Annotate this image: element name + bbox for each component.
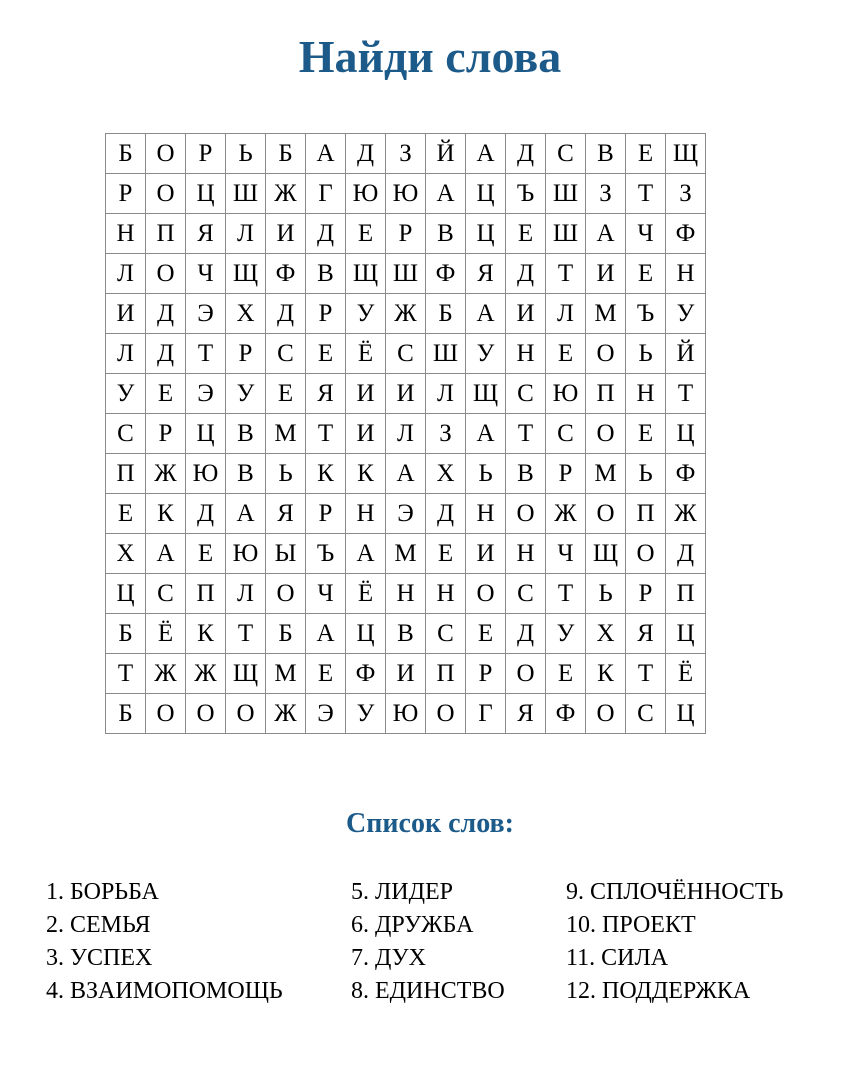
grid-cell[interactable]: О — [226, 694, 266, 734]
grid-cell[interactable]: Ю — [546, 374, 586, 414]
grid-cell[interactable]: И — [466, 534, 506, 574]
grid-cell[interactable]: Л — [546, 294, 586, 334]
grid-cell[interactable]: К — [186, 614, 226, 654]
grid-cell[interactable]: Ъ — [306, 534, 346, 574]
grid-cell[interactable]: Ш — [546, 214, 586, 254]
word-item: 11. СИЛА — [566, 945, 669, 971]
grid-cell[interactable]: Л — [386, 414, 426, 454]
grid-cell[interactable]: П — [426, 654, 466, 694]
grid-cell[interactable]: Ъ — [626, 294, 666, 334]
word-item: 9. СПЛОЧЁННОСТЬ — [566, 879, 784, 905]
grid-cell[interactable]: О — [506, 494, 546, 534]
grid-cell[interactable]: В — [426, 214, 466, 254]
grid-cell[interactable]: Е — [546, 334, 586, 374]
grid-cell[interactable]: Т — [506, 414, 546, 454]
grid-cell[interactable]: Д — [186, 494, 226, 534]
grid-cell[interactable]: Б — [106, 694, 146, 734]
grid-cell[interactable]: И — [266, 214, 306, 254]
grid-cell[interactable]: О — [426, 694, 466, 734]
grid-cell[interactable]: Ю — [386, 174, 426, 214]
grid-cell[interactable]: Е — [626, 134, 666, 174]
grid-cell[interactable]: Л — [106, 334, 146, 374]
word-item: 8. ЕДИНСТВО — [351, 978, 505, 1004]
grid-cell[interactable]: Ё — [346, 334, 386, 374]
grid-cell[interactable]: Т — [226, 614, 266, 654]
grid-cell[interactable]: Я — [466, 254, 506, 294]
word-list-column-1 — [46, 876, 283, 1008]
grid-cell[interactable]: Щ — [666, 134, 706, 174]
grid-cell[interactable]: Е — [186, 534, 226, 574]
grid-cell[interactable]: Д — [666, 534, 706, 574]
grid-cell[interactable]: О — [586, 334, 626, 374]
grid-cell[interactable]: Ё — [666, 654, 706, 694]
grid-cell[interactable]: Ы — [266, 534, 306, 574]
word-item: 3. УСПЕХ — [46, 945, 153, 971]
grid-cell[interactable]: Р — [546, 454, 586, 494]
grid-cell[interactable]: Щ — [466, 374, 506, 414]
grid-cell[interactable]: Д — [506, 254, 546, 294]
grid-cell[interactable]: У — [466, 334, 506, 374]
grid-cell[interactable]: Ю — [346, 174, 386, 214]
grid-cell[interactable]: Н — [466, 494, 506, 534]
grid-cell[interactable]: Ж — [386, 294, 426, 334]
grid-cell[interactable]: Т — [546, 254, 586, 294]
grid-cell[interactable]: А — [426, 174, 466, 214]
grid-cell[interactable]: М — [266, 654, 306, 694]
word-item: 4. ВЗАИМОПОМОЩЬ — [46, 978, 283, 1004]
grid-cell[interactable]: Д — [426, 494, 466, 534]
grid-cell[interactable]: У — [226, 374, 266, 414]
grid-cell[interactable]: А — [226, 494, 266, 534]
grid-cell[interactable]: Ш — [386, 254, 426, 294]
grid-cell[interactable]: Т — [546, 574, 586, 614]
grid-cell[interactable]: З — [666, 174, 706, 214]
grid-cell[interactable]: В — [586, 134, 626, 174]
grid-cell[interactable]: Д — [506, 614, 546, 654]
grid-cell[interactable]: Ж — [546, 494, 586, 534]
grid-cell[interactable]: С — [426, 614, 466, 654]
word-list-column-3 — [566, 876, 783, 1008]
word-search-grid — [105, 133, 706, 734]
grid-cell[interactable]: Н — [386, 574, 426, 614]
grid-cell[interactable]: И — [586, 254, 626, 294]
grid-cell[interactable]: П — [666, 574, 706, 614]
grid-cell[interactable]: П — [186, 574, 226, 614]
grid-cell[interactable]: Ч — [546, 534, 586, 574]
grid-cell[interactable]: Д — [266, 294, 306, 334]
grid-cell[interactable]: Л — [106, 254, 146, 294]
grid-cell[interactable]: Е — [266, 374, 306, 414]
grid-cell[interactable]: Ц — [186, 414, 226, 454]
grid-cell[interactable]: Ш — [226, 174, 266, 214]
word-list-column-2 — [351, 876, 505, 1008]
grid-cell[interactable]: Ь — [626, 454, 666, 494]
grid-cell[interactable]: Щ — [586, 534, 626, 574]
grid-cell[interactable]: Я — [186, 214, 226, 254]
grid-cell[interactable]: Е — [106, 494, 146, 534]
grid-cell[interactable]: Э — [306, 694, 346, 734]
grid-cell[interactable]: Л — [226, 214, 266, 254]
grid-cell[interactable]: С — [626, 694, 666, 734]
word-item: 2. СЕМЬЯ — [46, 912, 151, 938]
grid-cell[interactable]: Х — [586, 614, 626, 654]
grid-cell[interactable]: У — [546, 614, 586, 654]
grid-cell[interactable]: К — [306, 454, 346, 494]
grid-cell[interactable]: П — [586, 374, 626, 414]
grid-cell[interactable]: И — [346, 414, 386, 454]
word-item: 1. БОРЬБА — [46, 879, 159, 905]
grid-cell[interactable]: Я — [266, 494, 306, 534]
grid-cell[interactable]: Т — [106, 654, 146, 694]
grid-cell[interactable]: Р — [626, 574, 666, 614]
grid-cell[interactable]: Н — [346, 494, 386, 534]
grid-cell[interactable]: Н — [506, 334, 546, 374]
grid-cell[interactable]: Ц — [466, 214, 506, 254]
grid-cell[interactable]: У — [666, 294, 706, 334]
grid-cell[interactable]: А — [306, 614, 346, 654]
word-item: 7. ДУХ — [351, 945, 426, 971]
grid-cell[interactable]: Д — [346, 134, 386, 174]
grid-cell[interactable]: Р — [146, 414, 186, 454]
grid-cell[interactable]: В — [226, 454, 266, 494]
grid-cell[interactable]: Е — [346, 214, 386, 254]
grid-cell[interactable]: М — [266, 414, 306, 454]
grid-cell[interactable]: Ж — [186, 654, 226, 694]
grid-cell[interactable]: Ж — [266, 694, 306, 734]
grid-cell[interactable]: Е — [546, 654, 586, 694]
grid-cell[interactable]: Р — [186, 134, 226, 174]
grid-cell[interactable]: Е — [626, 414, 666, 454]
grid-cell[interactable]: Х — [426, 454, 466, 494]
grid-cell[interactable]: К — [586, 654, 626, 694]
grid-cell[interactable]: Й — [426, 134, 466, 174]
grid-cell[interactable]: И — [106, 294, 146, 334]
grid-cell[interactable]: Р — [106, 174, 146, 214]
grid-cell[interactable]: Д — [146, 294, 186, 334]
grid-cell[interactable]: В — [306, 254, 346, 294]
grid-cell[interactable]: У — [346, 294, 386, 334]
grid-cell[interactable]: Ц — [666, 694, 706, 734]
grid-cell[interactable]: Е — [506, 214, 546, 254]
grid-cell[interactable]: Г — [466, 694, 506, 734]
grid-cell[interactable]: Ц — [106, 574, 146, 614]
grid-cell[interactable]: М — [386, 534, 426, 574]
grid-cell[interactable]: С — [546, 414, 586, 454]
grid-cell[interactable]: Ь — [466, 454, 506, 494]
grid-cell[interactable]: Я — [306, 374, 346, 414]
grid-cell[interactable]: Б — [106, 134, 146, 174]
grid-cell[interactable]: Р — [466, 654, 506, 694]
grid-cell[interactable]: У — [106, 374, 146, 414]
grid-cell[interactable]: Ф — [666, 214, 706, 254]
grid-cell[interactable]: О — [506, 654, 546, 694]
grid-cell[interactable]: М — [586, 294, 626, 334]
grid-cell[interactable]: Т — [306, 414, 346, 454]
grid-cell[interactable]: Ю — [186, 454, 226, 494]
grid-cell[interactable]: Б — [106, 614, 146, 654]
grid-cell[interactable]: Г — [306, 174, 346, 214]
grid-cell[interactable]: Ф — [666, 454, 706, 494]
grid-cell[interactable]: Ц — [666, 614, 706, 654]
grid-cell[interactable]: А — [466, 414, 506, 454]
grid-cell[interactable]: Э — [386, 494, 426, 534]
grid-cell[interactable]: Ё — [146, 614, 186, 654]
grid-cell[interactable]: Н — [106, 214, 146, 254]
grid-cell[interactable]: А — [586, 214, 626, 254]
grid-cell[interactable]: А — [466, 134, 506, 174]
grid-cell[interactable]: З — [426, 414, 466, 454]
grid-cell[interactable]: Ч — [306, 574, 346, 614]
grid-cell[interactable]: А — [466, 294, 506, 334]
grid-cell[interactable]: В — [506, 454, 546, 494]
grid-cell[interactable]: А — [346, 534, 386, 574]
grid-cell[interactable]: Ш — [426, 334, 466, 374]
grid-cell[interactable]: Р — [386, 214, 426, 254]
grid-cell[interactable]: М — [586, 454, 626, 494]
grid-cell[interactable]: Э — [186, 294, 226, 334]
grid-cell[interactable]: О — [146, 134, 186, 174]
grid-cell[interactable]: Ь — [226, 134, 266, 174]
grid-cell[interactable]: Б — [266, 134, 306, 174]
grid-cell[interactable]: Й — [666, 334, 706, 374]
grid-cell[interactable]: Н — [426, 574, 466, 614]
word-list — [0, 876, 860, 1016]
grid-cell[interactable]: Ц — [666, 414, 706, 454]
grid-cell[interactable]: Ф — [266, 254, 306, 294]
word-item: 5. ЛИДЕР — [351, 879, 453, 905]
grid-cell[interactable]: Ж — [666, 494, 706, 534]
grid-cell[interactable]: П — [626, 494, 666, 534]
grid-cell[interactable]: Ф — [546, 694, 586, 734]
grid-cell[interactable]: А — [146, 534, 186, 574]
grid-cell[interactable]: Ж — [146, 454, 186, 494]
grid-cell[interactable]: Ю — [386, 694, 426, 734]
grid-cell[interactable]: А — [306, 134, 346, 174]
grid-cell[interactable]: И — [386, 654, 426, 694]
grid-cell[interactable]: И — [386, 374, 426, 414]
grid-cell[interactable]: Ь — [626, 334, 666, 374]
word-item: 12. ПОДДЕРЖКА — [566, 978, 751, 1004]
grid-cell[interactable]: С — [106, 414, 146, 454]
grid-cell[interactable]: Ц — [466, 174, 506, 214]
grid-cell[interactable]: С — [506, 374, 546, 414]
grid-cell[interactable]: П — [146, 214, 186, 254]
grid-cell[interactable]: О — [626, 534, 666, 574]
grid-cell[interactable]: Т — [186, 334, 226, 374]
grid-cell[interactable]: Х — [106, 534, 146, 574]
word-list-title: Список слов: — [346, 808, 514, 839]
grid-cell[interactable]: Е — [306, 654, 346, 694]
grid-cell[interactable]: Ц — [346, 614, 386, 654]
grid-cell[interactable]: Н — [626, 374, 666, 414]
grid-cell[interactable]: К — [146, 494, 186, 534]
grid-cell[interactable]: О — [466, 574, 506, 614]
grid-cell[interactable]: Ф — [426, 254, 466, 294]
grid-cell[interactable]: И — [506, 294, 546, 334]
grid-cell[interactable]: Т — [626, 654, 666, 694]
grid-cell[interactable]: О — [586, 494, 626, 534]
grid-cell[interactable]: П — [106, 454, 146, 494]
grid-cell[interactable]: Е — [466, 614, 506, 654]
grid-cell[interactable]: Ё — [346, 574, 386, 614]
grid-cell[interactable]: Щ — [226, 254, 266, 294]
grid-cell[interactable]: Я — [506, 694, 546, 734]
grid-cell[interactable]: К — [346, 454, 386, 494]
grid-cell[interactable]: Б — [426, 294, 466, 334]
grid-cell[interactable]: Р — [306, 494, 346, 534]
grid-cell[interactable]: Н — [666, 254, 706, 294]
grid-cell[interactable]: Ф — [346, 654, 386, 694]
grid-cell[interactable]: Е — [306, 334, 346, 374]
grid-cell[interactable]: Щ — [226, 654, 266, 694]
grid-cell[interactable]: Ж — [146, 654, 186, 694]
grid-cell[interactable]: Ж — [266, 174, 306, 214]
grid-cell[interactable]: Ь — [586, 574, 626, 614]
grid-cell[interactable]: С — [146, 574, 186, 614]
grid-cell[interactable]: О — [586, 694, 626, 734]
grid-cell[interactable]: Ч — [626, 214, 666, 254]
grid-cell[interactable]: С — [546, 134, 586, 174]
grid-cell[interactable]: У — [346, 694, 386, 734]
grid-cell[interactable]: Л — [226, 574, 266, 614]
grid-cell[interactable]: С — [506, 574, 546, 614]
grid-cell[interactable]: З — [386, 134, 426, 174]
grid-cell[interactable]: О — [146, 174, 186, 214]
grid-cell[interactable]: О — [146, 254, 186, 294]
grid-cell[interactable]: Т — [666, 374, 706, 414]
grid-cell[interactable]: Д — [146, 334, 186, 374]
grid-cell[interactable]: В — [226, 414, 266, 454]
grid-cell[interactable]: О — [586, 414, 626, 454]
grid-cell[interactable]: А — [386, 454, 426, 494]
grid-cell[interactable]: Ю — [226, 534, 266, 574]
grid-cell[interactable]: Ъ — [506, 174, 546, 214]
grid-cell[interactable]: В — [386, 614, 426, 654]
grid-cell[interactable]: С — [386, 334, 426, 374]
word-item: 6. ДРУЖБА — [351, 912, 474, 938]
grid-cell[interactable]: О — [186, 694, 226, 734]
word-item: 10. ПРОЕКТ — [566, 912, 696, 938]
grid-cell[interactable]: Ц — [186, 174, 226, 214]
grid-cell[interactable]: И — [346, 374, 386, 414]
grid-cell[interactable]: О — [146, 694, 186, 734]
grid-cell[interactable]: С — [266, 334, 306, 374]
grid-cell[interactable]: Р — [226, 334, 266, 374]
puzzle-title: Найди слова — [298, 31, 562, 82]
grid-cell[interactable]: Д — [506, 134, 546, 174]
grid-cell[interactable]: Т — [626, 174, 666, 214]
grid-cell[interactable]: З — [586, 174, 626, 214]
grid-cell[interactable]: Э — [186, 374, 226, 414]
grid-cell[interactable]: Ш — [546, 174, 586, 214]
grid-cell[interactable]: О — [266, 574, 306, 614]
grid-cell[interactable]: Р — [306, 294, 346, 334]
grid-cell[interactable]: Б — [266, 614, 306, 654]
grid-cell[interactable]: Е — [146, 374, 186, 414]
grid-cell[interactable]: Д — [306, 214, 346, 254]
grid-cell[interactable]: Ч — [186, 254, 226, 294]
grid-cell[interactable]: Н — [506, 534, 546, 574]
grid-cell[interactable]: Х — [226, 294, 266, 334]
grid-cell[interactable]: Я — [626, 614, 666, 654]
grid-cell[interactable]: Е — [626, 254, 666, 294]
grid-cell[interactable]: Л — [426, 374, 466, 414]
grid-cell[interactable]: Ь — [266, 454, 306, 494]
grid-cell[interactable]: Щ — [346, 254, 386, 294]
grid-cell[interactable]: Е — [426, 534, 466, 574]
